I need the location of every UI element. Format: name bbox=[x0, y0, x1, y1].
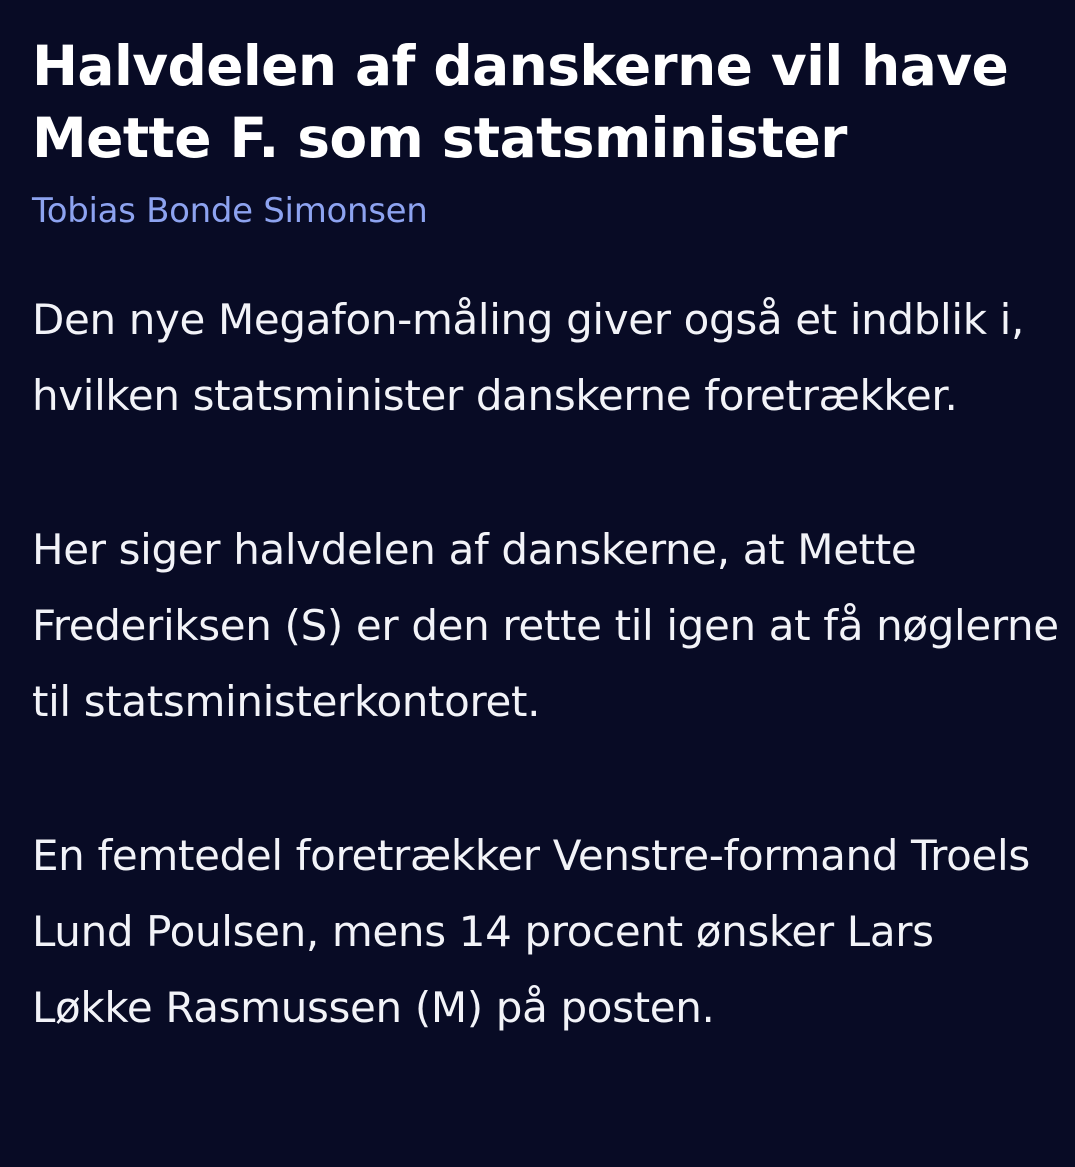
article-paragraph: En femtedel foretrækker Venstre-formand Troels Lund Poulsen, mens 14 procent ønsker Lars Løkke Rasmussen (M) på posten. bbox=[32, 831, 1030, 1032]
article-paragraph: Her siger halvdelen af danskerne, at Mette Frederiksen (S) er den rette til igen at få nøglerne til statsministerkontoret. bbox=[32, 525, 1059, 726]
author-byline-link[interactable]: Tobias Bonde Simonsen bbox=[32, 191, 428, 231]
article-body bbox=[32, 282, 1062, 1046]
article-headline: Halvdelen af danskerne vil have Mette F. som statsminister bbox=[32, 34, 1009, 170]
article-paragraph: Den nye Megafon-måling giver også et indblik i, hvilken statsminister danskerne foretrækker. bbox=[32, 295, 1024, 420]
article bbox=[32, 30, 1062, 1124]
